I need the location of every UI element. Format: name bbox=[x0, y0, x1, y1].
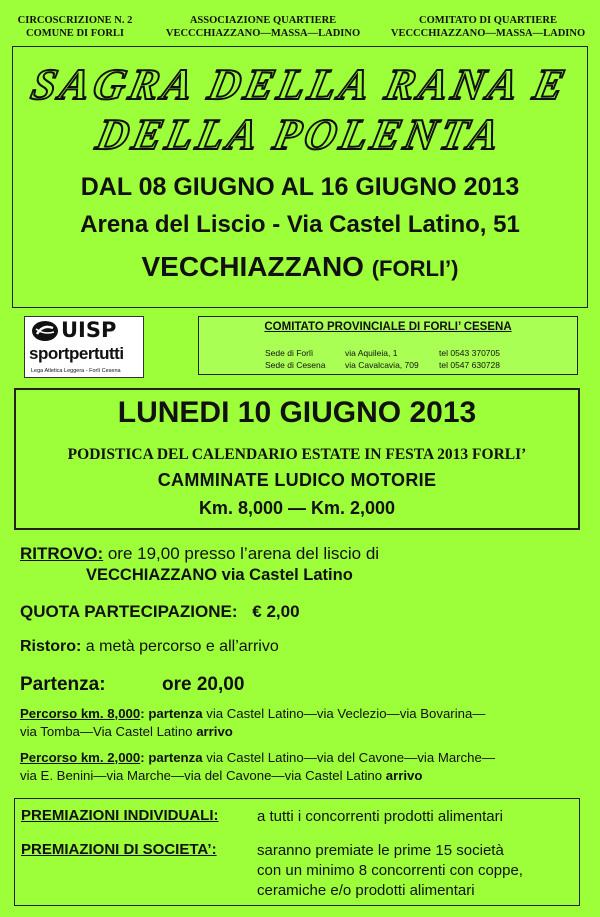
ritrovo-location: VECCHIAZZANO via Castel Latino bbox=[86, 566, 353, 584]
title-line-1: SAGRA DELLA RANA E bbox=[27, 60, 573, 109]
committee-title: COMITATO PROVINCIALE DI FORLI’ CESENA bbox=[264, 321, 512, 333]
event-distances: Km. 8,000 — Km. 2,000 bbox=[198, 498, 396, 518]
event-box bbox=[14, 388, 580, 530]
individual-awards-label: PREMIAZIONI INDIVIDUALI: bbox=[21, 807, 219, 824]
ritrovo-line: RITROVO: ore 19,00 presso l’arena del liscio di bbox=[20, 544, 380, 563]
festival-town: VECCHIAZZANO (FORLI’) bbox=[141, 251, 459, 282]
percorso-2-line-2: via E. Benini—via Marche—via del Cavone—via Castel Latino arrivo bbox=[20, 768, 423, 783]
uisp-logo bbox=[24, 316, 144, 378]
event-date: LUNEDI 10 GIUGNO 2013 bbox=[117, 396, 477, 429]
org-circoscrizione: CIRCOSCRIZIONE N. 2 COMUNE DI FORLI bbox=[17, 15, 133, 39]
ristoro-line: Ristoro: a metà percorso e all’arrivo bbox=[20, 638, 279, 655]
society-awards-text: saranno premiate le prime 15 società con un minimo 8 concorrenti con coppe, ceramiche e/o prodotti alimentari bbox=[257, 842, 523, 899]
percorso-8-line-2: via Tomba—Via Castel Latino arrivo bbox=[20, 724, 233, 739]
festival-dates: DAL 08 GIUGNO AL 16 GIUGNO 2013 bbox=[80, 173, 520, 201]
logo-name: UISP bbox=[61, 318, 117, 342]
organizations-header bbox=[10, 14, 590, 46]
committee-box: COMITATO PROVINCIALE DI FORLI’ CESENA Sede di Forlì via Aquileia, 1 tel 0543 370705 Sede di Cesena via Cavalcavia, 709 tel 0547 630728 bbox=[198, 316, 578, 375]
awards-box bbox=[14, 798, 580, 906]
festival-venue: Arena del Liscio - Via Castel Latino, 51 bbox=[80, 211, 520, 238]
individual-awards-text: a tutti i concorrenti prodotti alimentari bbox=[257, 808, 503, 825]
event-walks: CAMMINATE LUDICO MOTORIE bbox=[157, 470, 437, 490]
society-awards-label: PREMIAZIONI DI SOCIETA’: bbox=[21, 841, 217, 858]
percorso-2-line-1: Percorso km. 2,000: partenza via Castel Latino—via del Cavone—via Marche— bbox=[20, 750, 496, 765]
title-line-2: DELLA POLENTA bbox=[92, 110, 508, 159]
percorso-8-line-1: Percorso km. 8,000: partenza via Castel Latino—via Veclezio—via Bovarina— bbox=[20, 706, 486, 721]
quota-line: QUOTA PARTECIPAZIONE: € 2,00 bbox=[20, 602, 300, 621]
org-associazione: ASSOCIAZIONE QUARTIERE VECCCHIAZZANO—MASSA—LADINO bbox=[165, 15, 361, 39]
event-podistica: PODISTICA DEL CALENDARIO ESTATE IN FESTA 2013 FORLI’ bbox=[67, 446, 527, 463]
logo-subtitle: Lega Atletica Leggera - Forlì Cesena bbox=[31, 368, 121, 374]
title-box bbox=[12, 46, 588, 308]
logo-tagline: sportpertutti bbox=[29, 344, 124, 363]
org-comitato: COMITATO DI QUARTIERE VECCCHIAZZANO—MASSA—LADINO bbox=[390, 15, 586, 39]
partenza-line: Partenza: ore 20,00 bbox=[20, 674, 245, 695]
runner-icon bbox=[31, 320, 59, 342]
